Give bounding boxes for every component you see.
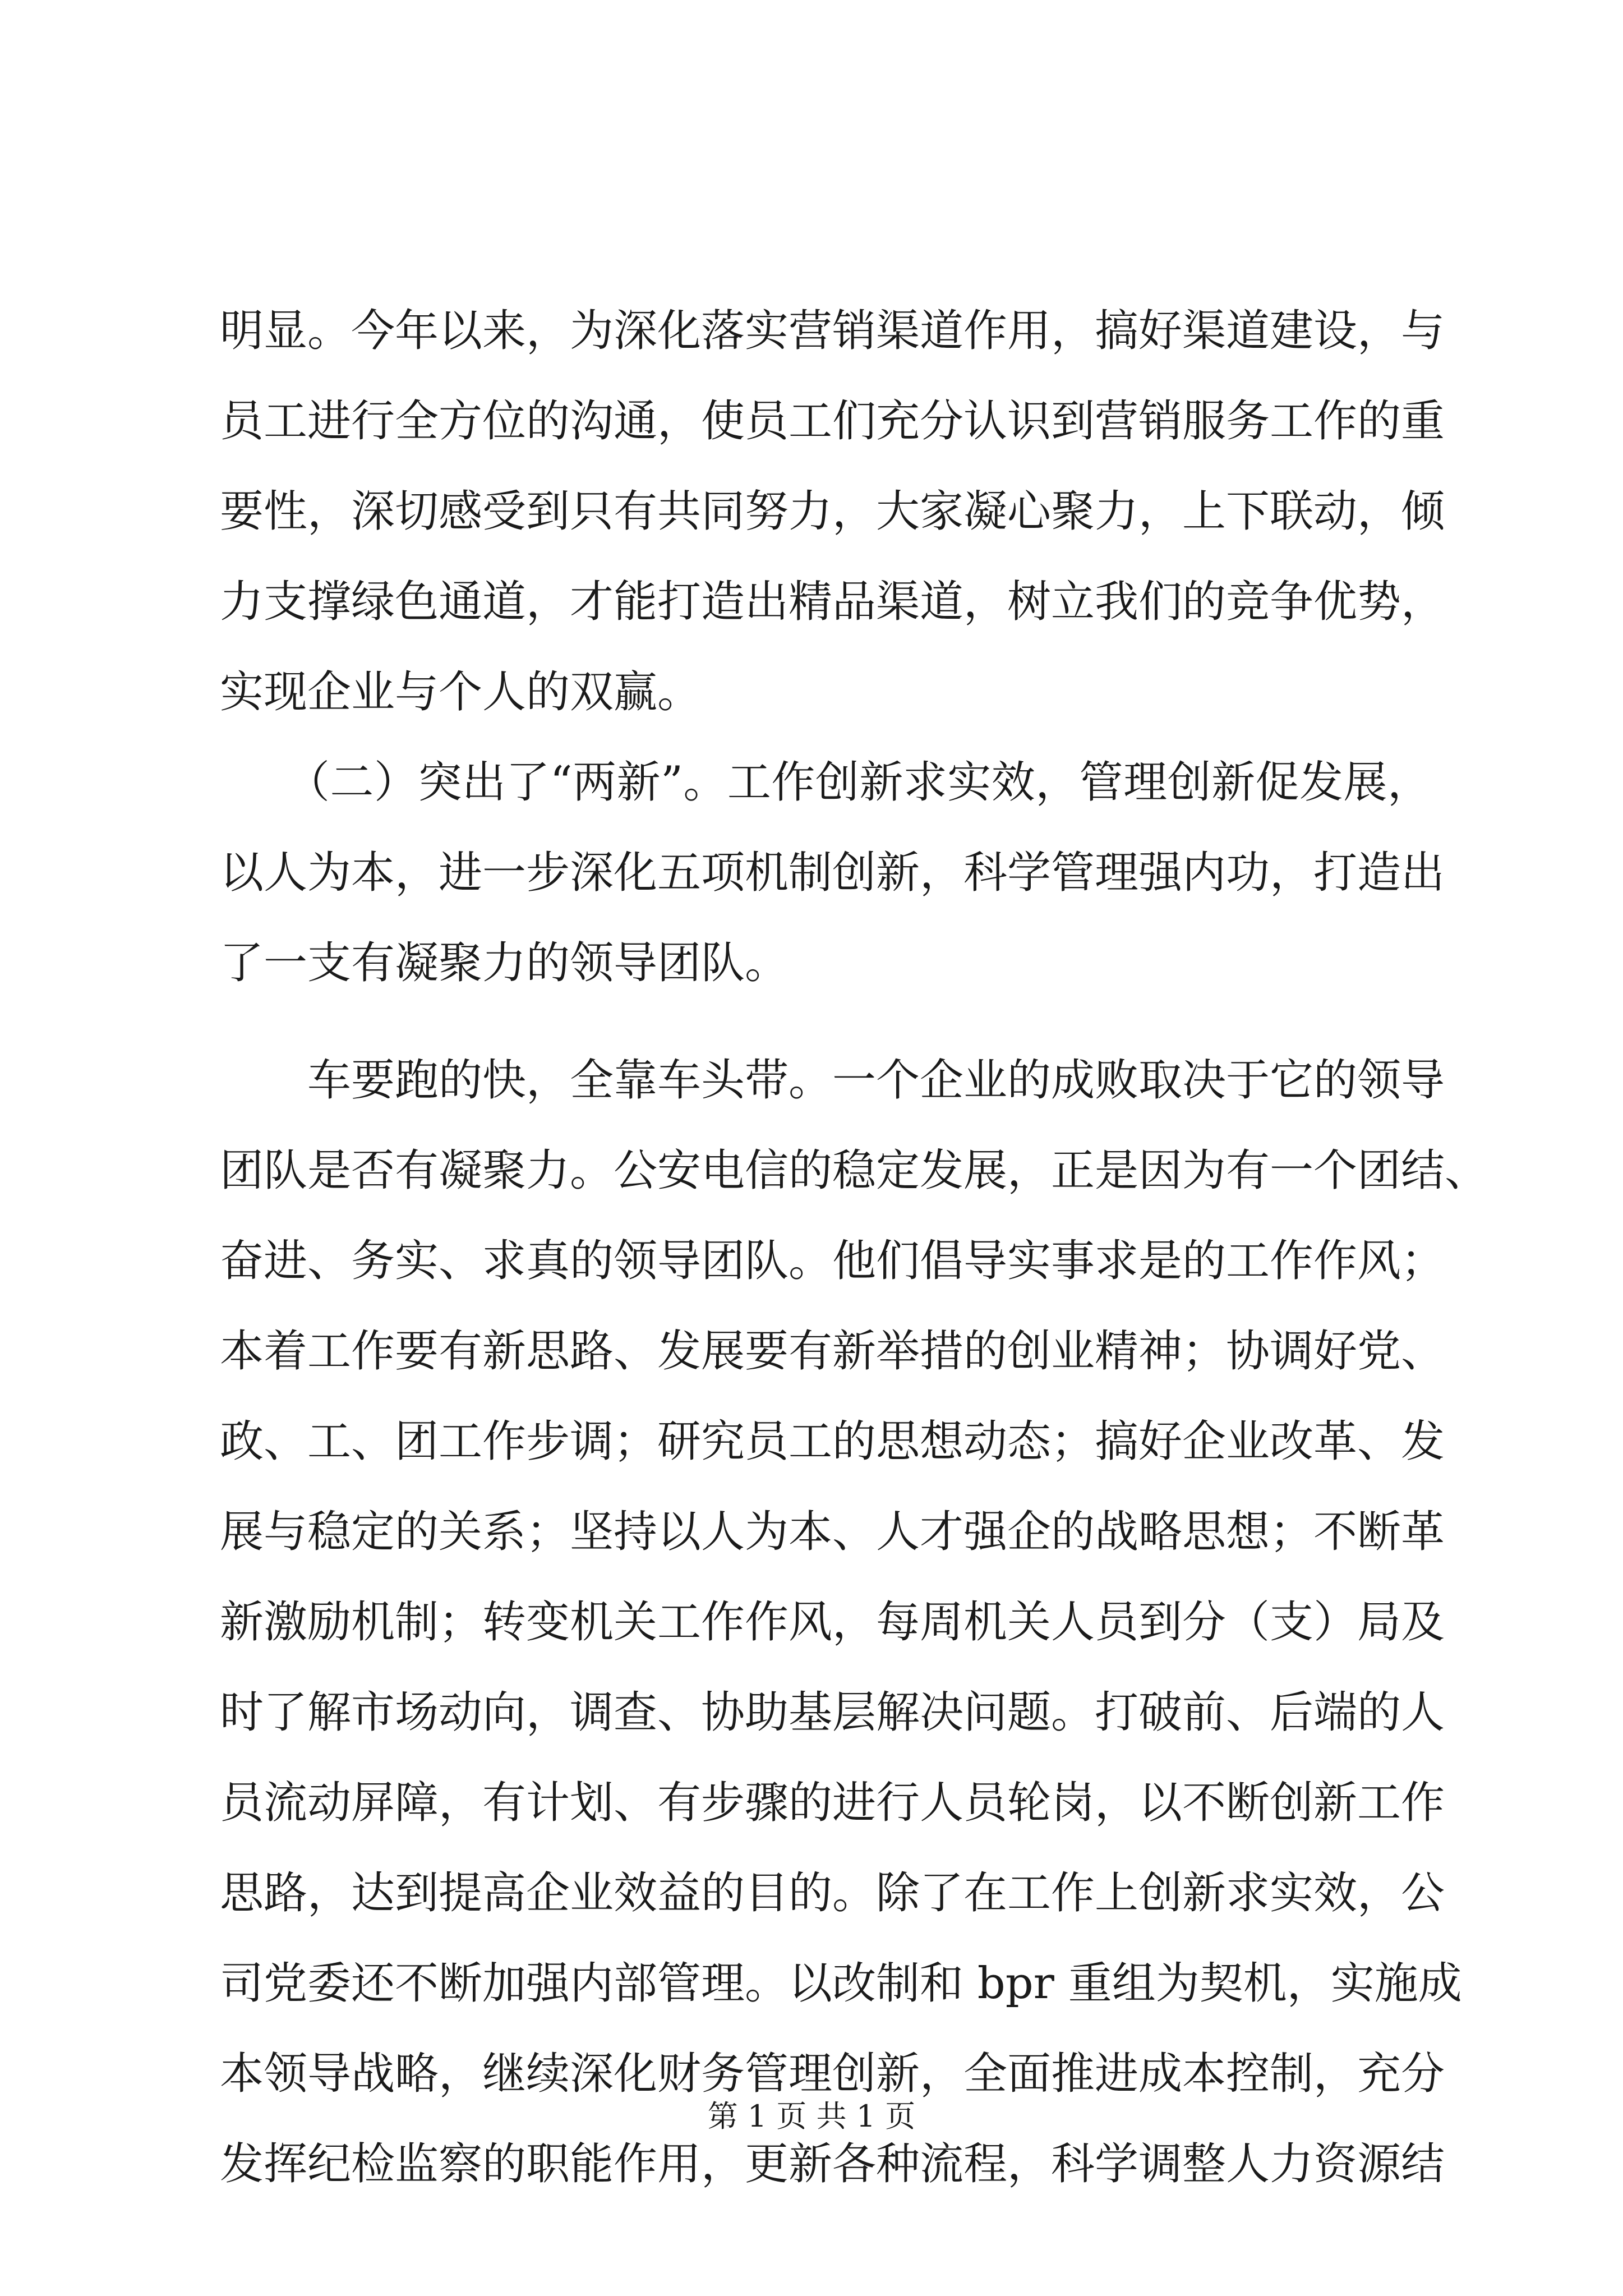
text-line: 奋进、务实、求真的领导团队。他们倡导实事求是的工作作风； bbox=[220, 1236, 1445, 1286]
text-line: 要性，深切感受到只有共同努力，大家凝心聚力，上下联动，倾 bbox=[220, 486, 1445, 537]
text-line: 发挥纪检监察的职能作用，更新各种流程，科学调整人力资源结 bbox=[220, 2139, 1445, 2189]
text-line: 展与稳定的关系；坚持以人为本、人才强企的战略思想；不断革 bbox=[220, 1507, 1445, 1557]
page-number-label: 第 1 页 共 1 页 bbox=[707, 2099, 916, 2134]
text-line: 车要跑的快，全靠车头带。一个企业的成败取决于它的领导 bbox=[220, 1055, 1445, 1106]
text-line: 明显。今年以来，为深化落实营销渠道作用，搞好渠道建设，与 bbox=[220, 306, 1445, 356]
text-line: 政、工、团工作步调；研究员工的思想动态；搞好企业改革、发 bbox=[220, 1416, 1445, 1467]
text-line: 思路，达到提高企业效益的目的。除了在工作上创新求实效，公 bbox=[220, 1868, 1445, 1918]
text-line: 新激励机制；转变机关工作作风，每周机关人员到分（支）局及 bbox=[220, 1597, 1445, 1648]
paragraph bbox=[220, 1036, 1489, 2210]
paragraph bbox=[220, 286, 1445, 738]
text-line: 实现企业与个人的双赢。 bbox=[220, 667, 702, 717]
text-line: （二）突出了“两新”。工作创新求实效，管理创新促发展， bbox=[220, 757, 1431, 808]
text-line: 了一支有凝聚力的领导团队。 bbox=[220, 938, 789, 988]
paragraph-gap bbox=[220, 1009, 1431, 1036]
page-footer bbox=[0, 2097, 1623, 2136]
text-line: 团队是否有凝聚力。公安电信的稳定发展，正是因为有一个团结、 bbox=[220, 1145, 1489, 1196]
text-line: 本着工作要有新思路、发展要有新举措的创业精神；协调好党、 bbox=[220, 1326, 1445, 1377]
text-line: 员流动屏障，有计划、有步骤的进行人员轮岗，以不断创新工作 bbox=[220, 1778, 1445, 1828]
text-line: 司党委还不断加强内部管理。以改制和 bpr 重组为契机，实施成 bbox=[220, 1958, 1462, 2009]
body-text bbox=[220, 286, 1489, 2210]
text-line: 员工进行全方位的沟通，使员工们充分认识到营销服务工作的重 bbox=[220, 396, 1445, 447]
text-line: 时了解市场动向，调查、协助基层解决问题。打破前、后端的人 bbox=[220, 1687, 1445, 1738]
paragraph bbox=[220, 738, 1445, 1009]
text-line: 本领导战略，继续深化财务管理创新，全面推进成本控制，充分 bbox=[220, 2049, 1445, 2099]
text-line: 力支撑绿色通道，才能打造出精品渠道，树立我们的竞争优势， bbox=[220, 577, 1445, 627]
text-line: 以人为本，进一步深化五项机制创新，科学管理强内功，打造出 bbox=[220, 848, 1445, 898]
